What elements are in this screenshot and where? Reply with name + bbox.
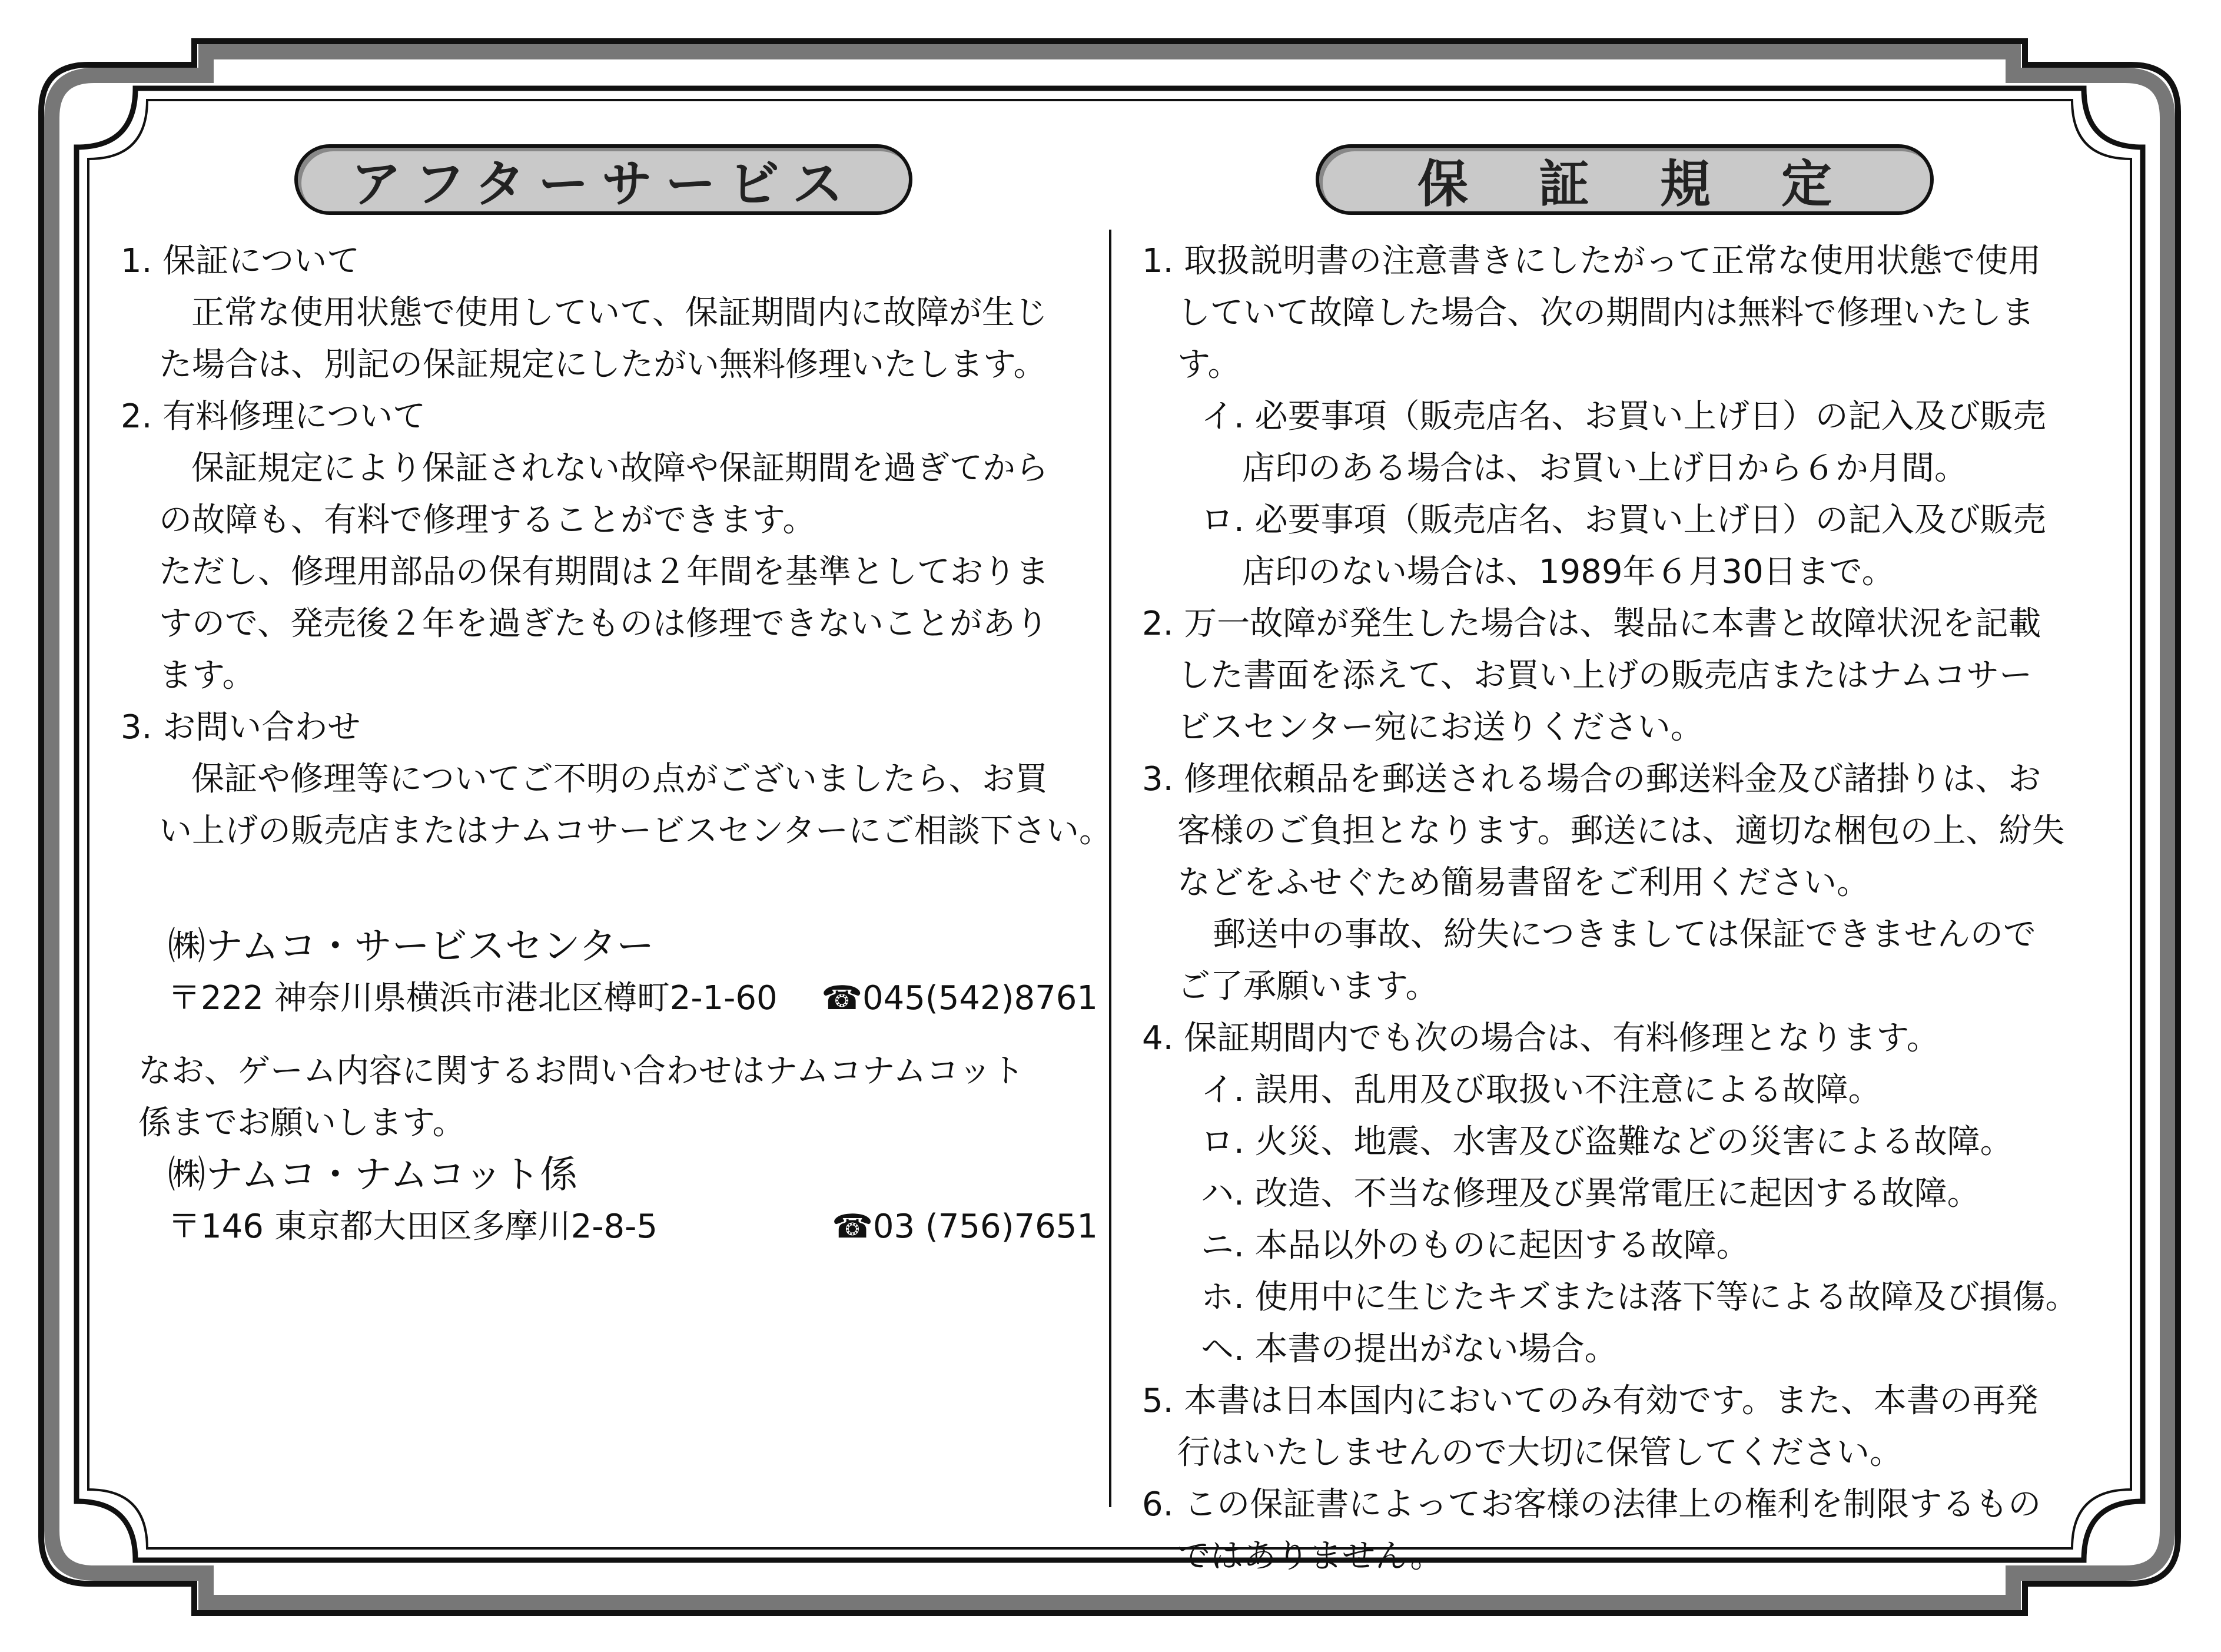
section-title: 2. 有料修理について <box>121 397 426 436</box>
rule-line: 5. 本書は日本国内においてのみ有効です。また、本書の再発 <box>1142 1382 2039 1420</box>
rule-line: などをふせぐため簡易書留をご利用ください。 <box>1177 864 1870 902</box>
company-address: 〒222 神奈川県横浜市港北区樽町2-1-60 <box>168 979 778 1017</box>
rule-subitem: ニ. 本品以外のものに起因する故障。 <box>1201 1226 1749 1265</box>
rule-subitem: 店印のない場合は、1989年６月30日まで。 <box>1242 553 1895 591</box>
section-title: 3. お問い合わせ <box>121 708 361 747</box>
rule-line: ではありません。 <box>1177 1537 1443 1575</box>
paragraph-line: ます。 <box>159 656 255 695</box>
company-address: 〒146 東京都大田区多摩川2-8-5 <box>168 1208 658 1246</box>
company-address-row <box>121 973 1098 1024</box>
rule-line: ビスセンター宛にお送りください。 <box>1177 708 1704 747</box>
rule-line: 客様のご負担となります。郵送には、適切な梱包の上、紛失 <box>1177 812 2065 850</box>
paragraph-line: 正常な使用状態で使用していて、保証期間内に故障が生じ <box>191 294 1048 332</box>
company-address-row <box>121 1201 1098 1253</box>
company-phone: ☎045(542)8761 <box>821 979 1098 1017</box>
after-service-heading <box>294 144 912 215</box>
rule-subitem: ホ. 使用中に生じたキズまたは落下等による故障及び損傷。 <box>1201 1278 2079 1316</box>
paragraph-line: の故障も、有料で修理することができます。 <box>159 501 816 539</box>
paragraph-line: ただし、修理用部品の保有期間は２年間を基準としておりま <box>159 553 1049 591</box>
rule-line: 4. 保証期間内でも次の場合は、有料修理となります。 <box>1142 1019 1940 1057</box>
rule-subitem: ロ. 必要事項（販売店名、お買い上げ日）の記入及び販売 <box>1201 501 2046 539</box>
rule-line: す。 <box>1177 346 1241 384</box>
warranty-rules-column <box>1142 235 2078 1583</box>
note-line: 係までお願いします。 <box>138 1104 466 1142</box>
paragraph-line: 保証や修理等についてご不明の点がございましたら、お買 <box>191 760 1048 798</box>
rule-line: ご了承願います。 <box>1177 967 1439 1006</box>
company-phone: ☎03 (756)7651 <box>832 1208 1098 1246</box>
rule-line: 6. この保証書によってお客様の法律上の権利を制限するもの <box>1142 1485 2041 1524</box>
rule-line: 行はいたしませんので大切に保管してください。 <box>1177 1434 1903 1472</box>
rule-line: 3. 修理依頼品を郵送される場合の郵送料金及び諸掛りは、お <box>1142 760 2041 798</box>
rule-line: 1. 取扱説明書の注意書きにしたがって正常な使用状態で使用 <box>1142 242 2041 280</box>
rule-subitem: イ. 必要事項（販売店名、お買い上げ日）の記入及び販売 <box>1201 397 2046 436</box>
rule-line: 郵送中の事故、紛失につきましては保証できませんので <box>1213 915 2036 954</box>
after-service-column <box>121 235 1112 1253</box>
paragraph-line: 保証規定により保証されない故障や保証期間を過ぎてから <box>191 449 1048 487</box>
rule-line: していて故障した場合、次の期間内は無料で修理いたしま <box>1177 294 2034 332</box>
after-service-heading-text: アフターサービス <box>351 155 856 214</box>
rule-subitem: 店印のある場合は、お買い上げ日から６か月間。 <box>1242 449 1967 487</box>
paragraph-line: た場合は、別記の保証規定にしたがい無料修理いたします。 <box>159 346 1047 384</box>
paragraph-line: い上げの販売店またはナムコサービスセンターにご相談下さい。 <box>159 812 1112 850</box>
rule-subitem: ヘ. 本書の提出がない場合。 <box>1201 1330 1618 1368</box>
paragraph-line: すので、発売後２年を過ぎたものは修理できないことがあり <box>159 605 1048 643</box>
rule-line: した書面を添えて、お買い上げの販売店またはナムコサー <box>1177 656 2033 695</box>
warranty-rules-heading-text: 保証規定 <box>1417 155 1903 214</box>
rule-subitem: ハ. 改造、不当な修理及び異常電圧に起因する故障。 <box>1201 1175 1980 1213</box>
section-title: 1. 保証について <box>121 242 360 280</box>
company-name: ㈱ナムコ・ナムコット係 <box>168 1153 578 1197</box>
rule-subitem: イ. 誤用、乱用及び取扱い不注意による故障。 <box>1201 1071 1881 1109</box>
rule-line: 2. 万一故障が発生した場合は、製品に本書と故障状況を記載 <box>1142 605 2041 643</box>
warranty-rules-heading <box>1316 144 1934 215</box>
rule-subitem: ロ. 火災、地震、水害及び盗難などの災害による故障。 <box>1201 1123 2013 1161</box>
company-name: ㈱ナムコ・サービスセンター <box>168 925 655 968</box>
note-line: なお、ゲーム内容に関するお問い合わせはナムコナムコット <box>138 1052 1025 1090</box>
